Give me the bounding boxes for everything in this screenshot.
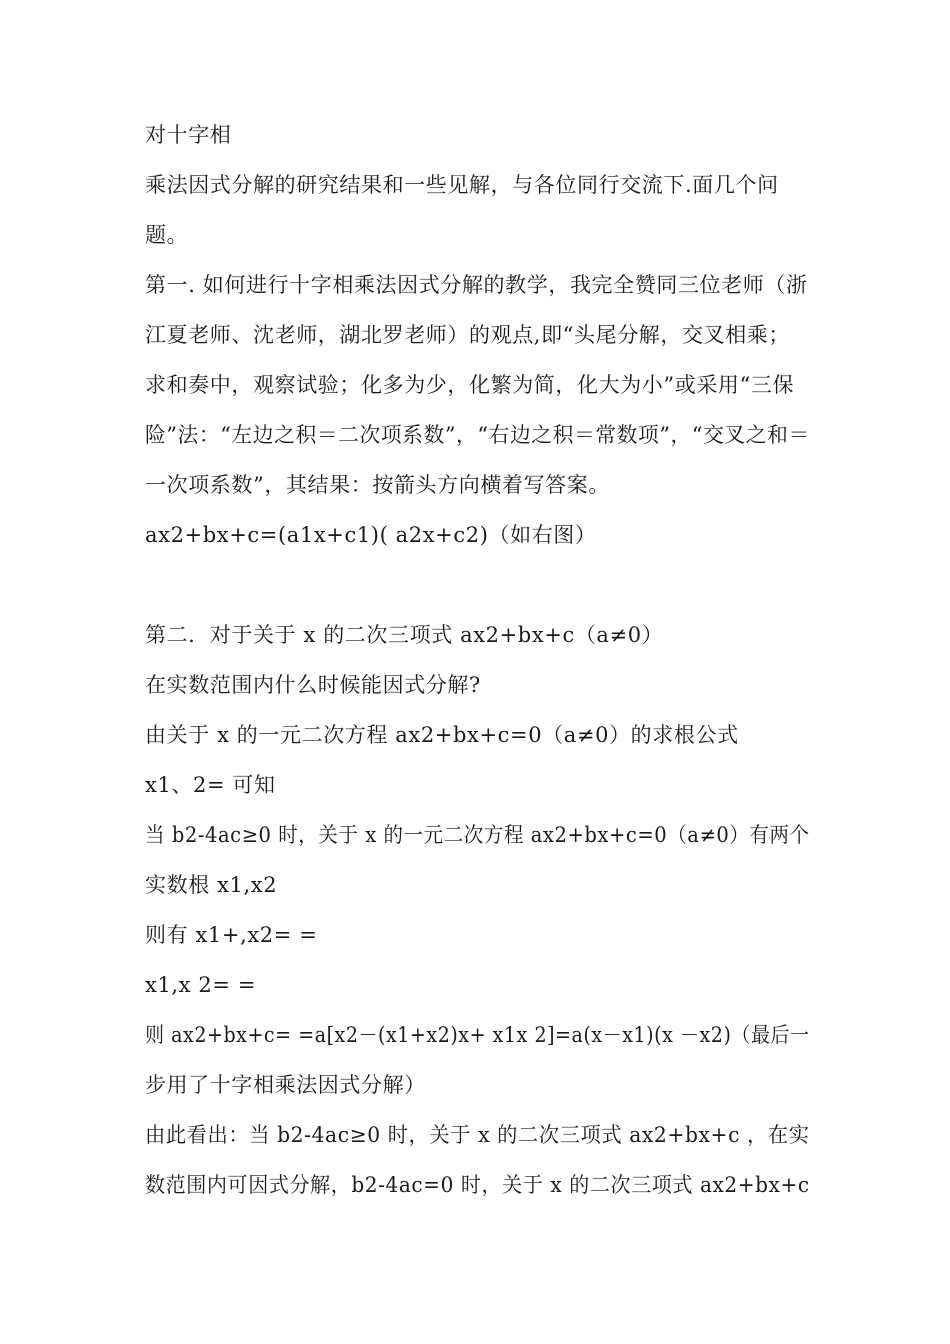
text-line-9: ax2+bx+c=(a1x+c1)( a2x+c2)（如右图） (145, 523, 597, 547)
text-line-7: 险”法：“左边之积＝二次项系数”，“右边之积＝常数项”，“交叉之和＝ (145, 423, 810, 447)
text-line-10: 第二．对于关于 x 的二次三项式 ax2+bx+c（a≠0） (145, 623, 664, 647)
text-line-4: 第一. 如何进行十字相乘法因式分解的教学，我完全赞同三位老师（浙 (145, 273, 808, 297)
text-line-15: 实数根 x1,x2 (145, 873, 278, 897)
text-line-18: 则 ax2+bx+c= =a[x2－(x1+x2)x+ x1x 2]=a(x－x1)(x －x2)（最后一 (145, 1023, 810, 1047)
text-line-2: 乘法因式分解的研究结果和一些见解，与各位同行交流下.面几个问 (145, 173, 779, 197)
text-line-19: 步用了十字相乘法因式分解） (145, 1073, 426, 1097)
text-line-17: x1,x 2= = (145, 973, 257, 997)
text-line-20: 由此看出：当 b2-4ac≥0 时，关于 x 的二次三项式 ax2+bx+c ，在实 (145, 1123, 810, 1147)
text-line-12: 由关于 x 的一元二次方程 ax2+bx+c=0（a≠0）的求根公式 (145, 723, 739, 747)
text-line-3: 题。 (145, 223, 189, 247)
text-line-5: 江夏老师、沈老师，湖北罗老师）的观点,即“头尾分解，交叉相乘； (145, 323, 791, 347)
text-line-21: 数范围内可因式分解，b2-4ac=0 时，关于 x 的二次三项式 ax2+bx+c (145, 1173, 810, 1197)
text-line-13: x1、2= 可知 (145, 773, 276, 797)
text-line-16: 则有 x1+,x2= = (145, 923, 318, 947)
text-line-6: 求和奏中，观察试验；化多为少，化繁为简，化大为小”或采用“三保 (145, 373, 795, 397)
text-line-1: 对十字相 (145, 123, 232, 147)
text-line-14: 当 b2-4ac≥0 时，关于 x 的一元二次方程 ax2+bx+c=0（a≠0）有两个 (145, 823, 810, 847)
text-line-11: 在实数范围内什么时候能因式分解? (145, 673, 481, 697)
text-line-8: 一次项系数”，其结果：按箭头方向横着写答案。 (145, 473, 610, 497)
